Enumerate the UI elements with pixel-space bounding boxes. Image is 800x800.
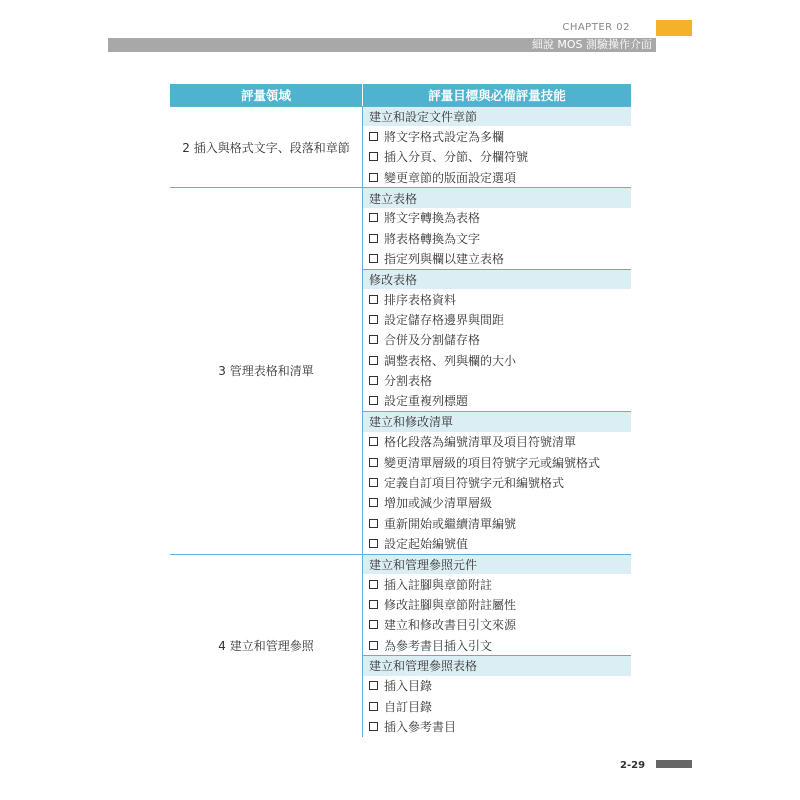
checkbox-icon bbox=[369, 437, 378, 446]
domain-cell: 4 建立和管理參照 bbox=[170, 554, 363, 737]
checkbox-icon bbox=[369, 356, 378, 365]
objective-item bbox=[363, 513, 631, 533]
objective-item bbox=[363, 330, 631, 350]
domain-cell: 3 管理表格和清單 bbox=[170, 187, 363, 553]
objective-item bbox=[363, 391, 631, 411]
objective-item bbox=[363, 676, 631, 696]
checkbox-icon bbox=[369, 376, 378, 385]
checkbox-icon bbox=[369, 519, 378, 528]
footer-bar bbox=[656, 760, 692, 768]
checkbox-icon bbox=[369, 681, 378, 690]
checkbox-icon bbox=[369, 396, 378, 405]
objective-label: 排序表格資料 bbox=[384, 292, 457, 307]
objective-item bbox=[363, 126, 631, 146]
column-header-objectives: 評量目標與必備評量技能 bbox=[363, 84, 631, 106]
section-header: 建立和設定文件章節 bbox=[363, 106, 631, 126]
objective-label: 分割表格 bbox=[384, 374, 433, 389]
objective-item bbox=[363, 167, 631, 187]
objective-label: 調整表格、列與欄的大小 bbox=[384, 353, 517, 368]
checkbox-icon bbox=[369, 234, 378, 243]
checkbox-icon bbox=[369, 213, 378, 222]
checkbox-icon bbox=[369, 722, 378, 731]
objective-label: 定義自訂項目符號字元和編號格式 bbox=[384, 475, 565, 490]
objective-label: 插入註腳與章節附註 bbox=[384, 577, 493, 592]
objective-item bbox=[363, 432, 631, 452]
checkbox-icon bbox=[369, 600, 378, 609]
checkbox-icon bbox=[369, 152, 378, 161]
checkbox-icon bbox=[369, 498, 378, 507]
objective-label: 指定列與欄以建立表格 bbox=[384, 252, 505, 267]
objective-item bbox=[363, 289, 631, 309]
chapter-title: 細說 MOS 測驗操作介面 bbox=[531, 38, 652, 51]
section-header: 修改表格 bbox=[363, 269, 631, 289]
chapter-label: CHAPTER 02 bbox=[562, 22, 630, 33]
objective-item bbox=[363, 716, 631, 736]
checkbox-icon bbox=[369, 295, 378, 304]
objective-label: 格化段落為編號清單及項目符號清單 bbox=[384, 435, 577, 450]
checkbox-icon bbox=[369, 580, 378, 589]
objective-item bbox=[363, 615, 631, 635]
objective-item bbox=[363, 248, 631, 268]
objective-item bbox=[363, 350, 631, 370]
objective-label: 插入目錄 bbox=[384, 679, 433, 694]
page-number: 2-29 bbox=[620, 760, 646, 771]
objective-label: 增加或減少清單層級 bbox=[384, 496, 493, 511]
checkbox-icon bbox=[369, 702, 378, 711]
checkbox-icon bbox=[369, 132, 378, 141]
section-header: 建立和修改清單 bbox=[363, 411, 631, 431]
objective-item bbox=[363, 472, 631, 492]
domain-cell: 2 插入與格式文字、段落和章節 bbox=[170, 106, 363, 187]
objective-label: 建立和修改書目引文來源 bbox=[384, 618, 517, 633]
objective-label: 設定重複列標題 bbox=[384, 394, 469, 409]
checkbox-icon bbox=[369, 173, 378, 182]
section-header: 建立和管理參照元件 bbox=[363, 554, 631, 574]
checkbox-icon bbox=[369, 315, 378, 324]
objective-label: 為參考書目插入引文 bbox=[384, 638, 493, 653]
section-header: 建立表格 bbox=[363, 187, 631, 207]
objective-label: 變更清單層級的項目符號字元或編號格式 bbox=[384, 455, 601, 470]
objective-label: 將文字轉換為表格 bbox=[384, 211, 481, 226]
objective-item bbox=[363, 635, 631, 655]
objective-item bbox=[363, 208, 631, 228]
objective-label: 將表格轉換為文字 bbox=[384, 231, 481, 246]
column-header-domain: 評量領域 bbox=[170, 84, 363, 106]
checkbox-icon bbox=[369, 539, 378, 548]
mos-objectives-table bbox=[170, 84, 631, 737]
objective-item bbox=[363, 452, 631, 472]
checkbox-icon bbox=[369, 254, 378, 263]
objective-item bbox=[363, 696, 631, 716]
objective-label: 重新開始或繼續清單編號 bbox=[384, 516, 517, 531]
objective-item bbox=[363, 574, 631, 594]
objective-label: 修改註腳與章節附註屬性 bbox=[384, 597, 517, 612]
objective-item bbox=[363, 594, 631, 614]
objective-label: 設定起始編號值 bbox=[384, 536, 469, 551]
objective-label: 變更章節的版面設定選項 bbox=[384, 170, 517, 185]
checkbox-icon bbox=[369, 641, 378, 650]
objective-label: 自訂目錄 bbox=[384, 699, 433, 714]
checkbox-icon bbox=[369, 478, 378, 487]
section-header: 建立和管理參照表格 bbox=[363, 655, 631, 675]
checkbox-icon bbox=[369, 620, 378, 629]
objective-item bbox=[363, 493, 631, 513]
objective-item bbox=[363, 370, 631, 390]
objective-label: 合併及分割儲存格 bbox=[384, 333, 481, 348]
objective-item bbox=[363, 533, 631, 553]
objective-label: 設定儲存格邊界與間距 bbox=[384, 313, 505, 328]
checkbox-icon bbox=[369, 335, 378, 344]
objective-label: 插入參考書目 bbox=[384, 719, 457, 734]
chapter-tab-accent bbox=[656, 20, 692, 36]
objective-label: 插入分頁、分節、分欄符號 bbox=[384, 150, 529, 165]
objective-item bbox=[363, 228, 631, 248]
objective-label: 將文字格式設定為多欄 bbox=[384, 130, 505, 145]
checkbox-icon bbox=[369, 458, 378, 467]
objective-item bbox=[363, 309, 631, 329]
objective-item bbox=[363, 147, 631, 167]
